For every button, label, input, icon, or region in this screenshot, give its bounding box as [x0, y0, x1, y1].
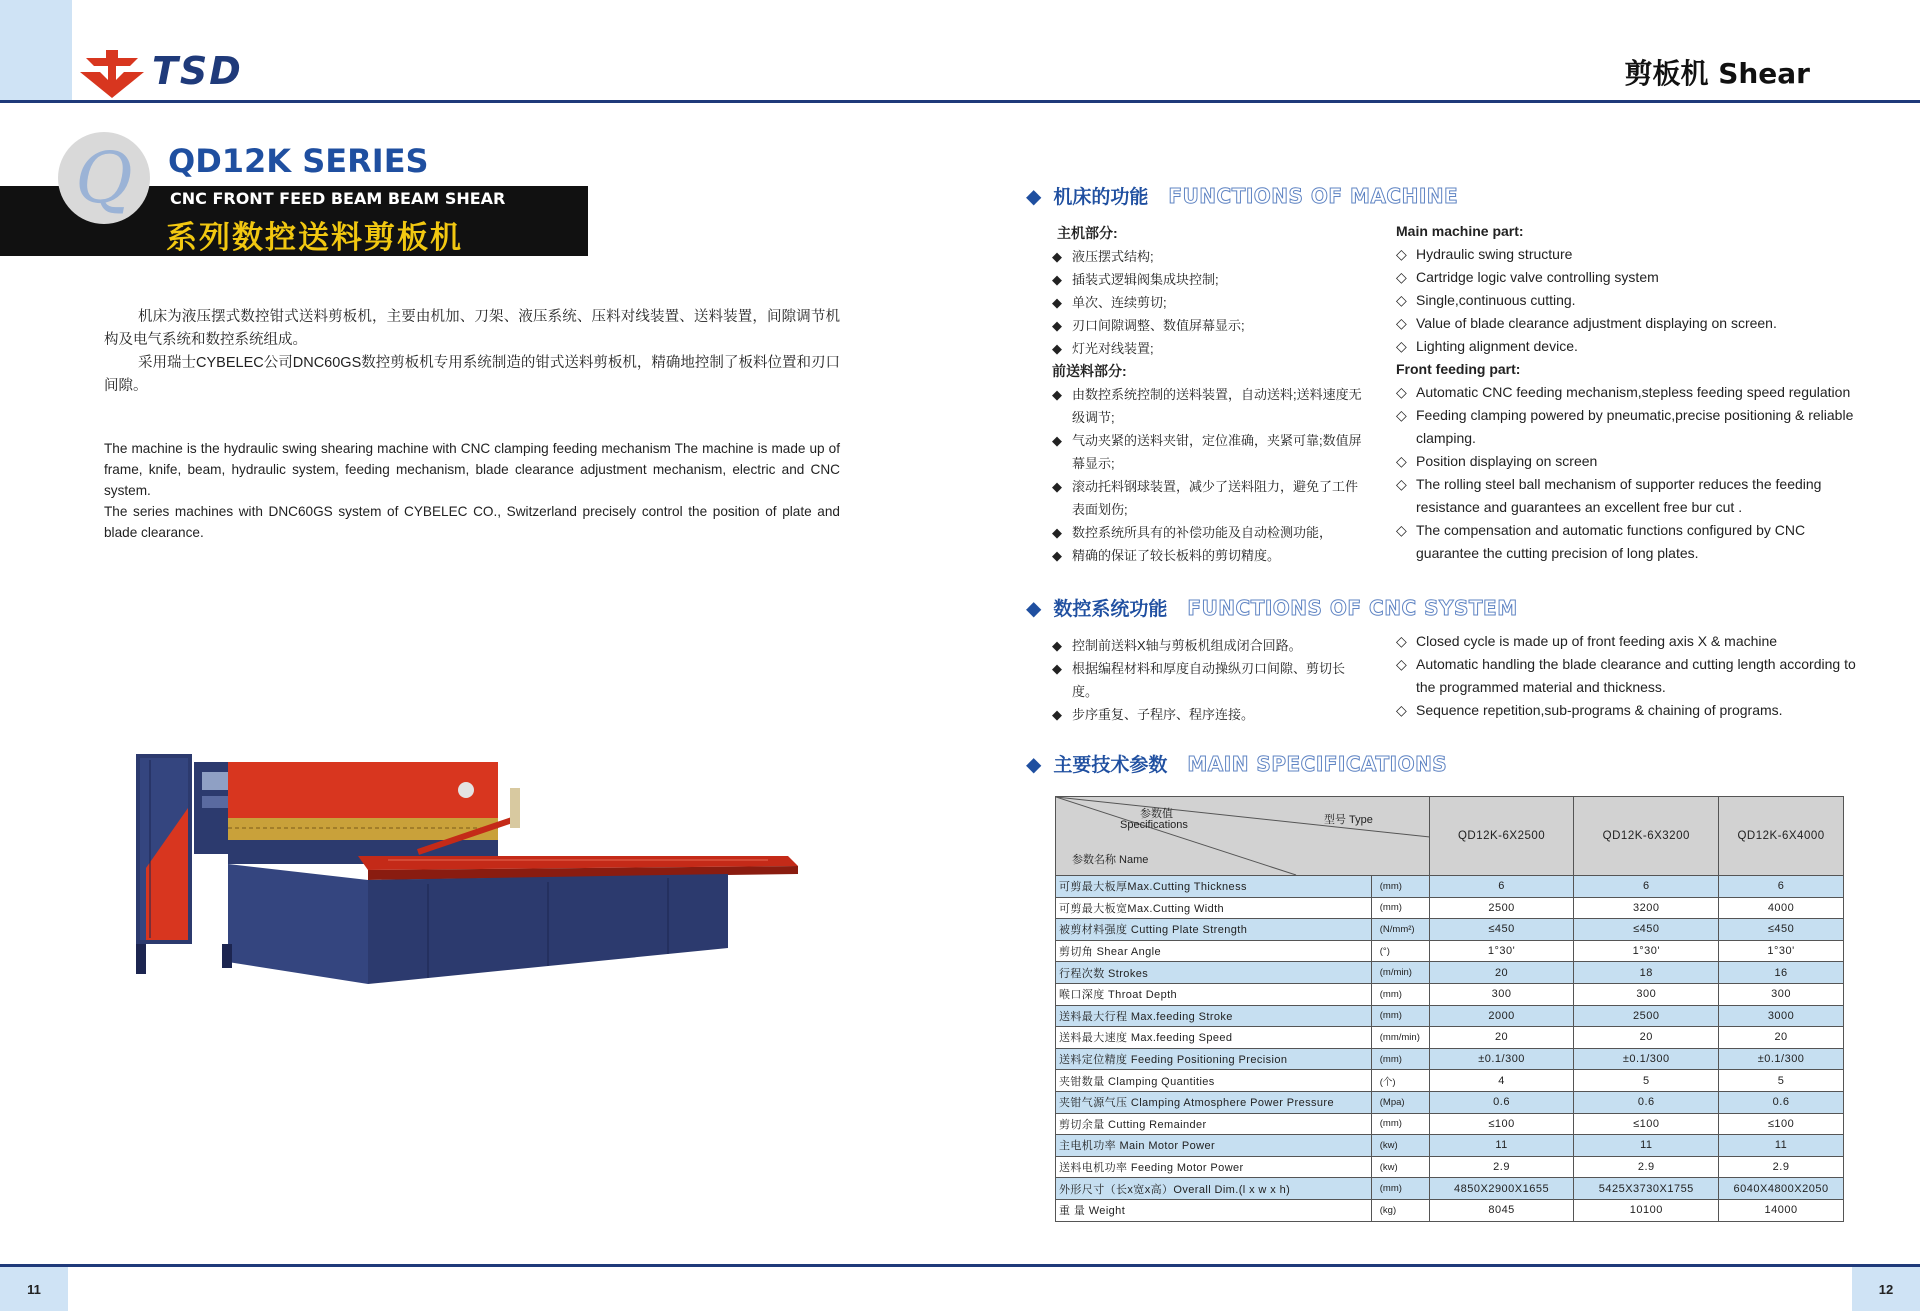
list-item: [1396, 699, 1856, 722]
corner-block-top-left: [0, 0, 72, 100]
filled-diamond-bullet-icon: ◆: [1052, 249, 1062, 264]
list-item: [1396, 266, 1856, 289]
spec-unit-cell: (mm): [1371, 1113, 1429, 1135]
spec-value-cell: 1°30': [1429, 940, 1574, 962]
spec-unit-cell: (mm): [1371, 1048, 1429, 1070]
filled-diamond-bullet-icon: ◆: [1052, 272, 1062, 287]
table-row: [1056, 1113, 1844, 1135]
outline-diamond-bullet-icon: ◇: [1396, 292, 1407, 308]
spec-value-cell: 300: [1429, 983, 1574, 1005]
spec-name-cell: 夹钳数量 Clamping Quantities: [1056, 1070, 1372, 1092]
list-item-text: Closed cycle is made up of front feeding axis X & machine: [1416, 633, 1778, 649]
list-item-text: 数控系统所具有的补偿功能及自动检测功能，: [1072, 525, 1333, 540]
spec-value-cell: 4: [1429, 1070, 1574, 1092]
list-item-text: Automatic CNC feeding mechanism,stepless feeding speed regulation: [1416, 384, 1851, 400]
list-item: [1052, 314, 1362, 337]
spec-unit-cell: (mm): [1371, 876, 1429, 898]
list-item-text: Cartridge logic valve controlling system: [1416, 269, 1659, 285]
spec-value-cell: 6: [1574, 876, 1719, 898]
functions-en-column: [1396, 220, 1856, 565]
list-item: [1052, 291, 1362, 314]
spec-value-cell: 20: [1719, 1027, 1844, 1049]
spec-value-cell: 4000: [1719, 897, 1844, 919]
list-item-text: Lighting alignment device.: [1416, 338, 1578, 354]
spec-value-cell: 20: [1429, 962, 1574, 984]
list-item: [1052, 429, 1362, 475]
list-item: [1396, 653, 1856, 699]
table-row: [1056, 919, 1844, 941]
series-subtitle: CNC FRONT FEED BEAM BEAM SHEAR: [170, 189, 506, 208]
series-title-cn: 系列数控送料剪板机: [166, 220, 463, 256]
cn-main-title: 主机部分:: [1057, 225, 1118, 241]
cn-front-title: 前送料部分:: [1052, 363, 1127, 379]
list-item: [1396, 335, 1856, 358]
spec-value-cell: ≤450: [1429, 919, 1574, 941]
spec-value-cell: 11: [1719, 1135, 1844, 1157]
list-item: [1052, 268, 1362, 291]
section-en-title: MAIN SPECIFICATIONS: [1187, 752, 1448, 776]
spec-value-cell: ±0.1/300: [1429, 1048, 1574, 1070]
list-item-text: 步序重复、子程序、程序连接。: [1072, 707, 1255, 722]
section-cn-title: 数控系统功能: [1053, 598, 1168, 620]
spec-unit-cell: (Mpa): [1371, 1091, 1429, 1113]
section-en-title: FUNCTIONS OF CNC SYSTEM: [1187, 596, 1518, 620]
spec-value-cell: 2500: [1429, 897, 1574, 919]
outline-diamond-bullet-icon: ◇: [1396, 269, 1407, 285]
cnc-en-list: [1396, 630, 1856, 722]
spec-name-cell: 被剪材料强度 Cutting Plate Strength: [1056, 919, 1372, 941]
logo-text: TSD: [152, 49, 243, 93]
list-item: [1052, 475, 1362, 521]
spec-name-cell: 送料电机功率 Feeding Motor Power: [1056, 1156, 1372, 1178]
spec-value-cell: ≤100: [1429, 1113, 1574, 1135]
page-header-title: 剪板机 Shear: [1624, 57, 1810, 90]
list-item: [1052, 634, 1362, 657]
intro-en-paragraph-2: The series machines with DNC60GS system of CYBELEC CO., Switzerland precisely control the position of plate and blade clearance.: [104, 504, 840, 540]
spec-unit-cell: (mm): [1371, 983, 1429, 1005]
list-item: [1396, 630, 1856, 653]
spec-value-cell: ±0.1/300: [1574, 1048, 1719, 1070]
spec-name-cell: 喉口深度 Throat Depth: [1056, 983, 1372, 1005]
table-row: [1056, 1091, 1844, 1113]
list-item: [1052, 337, 1362, 360]
spec-value-cell: 6: [1719, 876, 1844, 898]
intro-cn-paragraph-1: 机床为液压摆式数控钳式送料剪板机，主要由机加、刀架、液压系统、压料对线装置、送料装置，间隙调节机构及电气系统和数控系统组成。: [104, 309, 840, 348]
spec-unit-cell: (mm): [1371, 897, 1429, 919]
outline-diamond-bullet-icon: ◇: [1396, 656, 1407, 672]
spec-value-cell: 6: [1429, 876, 1574, 898]
list-item-text: 根据编程材料和厚度自动操纵刃口间隙、剪切长度。: [1072, 661, 1346, 699]
list-item: [1396, 289, 1856, 312]
list-item-text: Sequence repetition,sub-programs & chaining of programs.: [1416, 702, 1783, 718]
intro-cn-paragraph-2: 采用瑞士CYBELEC公司DNC60GS数控剪板机专用系统制造的钳式送料剪板机，精确地控制了板料位置和刃口间隙。: [104, 355, 840, 394]
spec-value-cell: 14000: [1719, 1199, 1844, 1221]
spec-value-cell: 2.9: [1574, 1156, 1719, 1178]
filled-diamond-bullet-icon: ◆: [1052, 638, 1062, 653]
outline-diamond-bullet-icon: ◇: [1396, 338, 1407, 354]
spec-value-cell: ±0.1/300: [1719, 1048, 1844, 1070]
list-item-text: 刃口间隙调整、数值屏幕显示;: [1072, 318, 1245, 333]
model-header-1: QD12K-6X2500: [1429, 797, 1574, 876]
section-functions-heading: [1026, 182, 1458, 209]
list-item-text: 由数控系统控制的送料装置，自动送料;送料速度无级调节;: [1072, 387, 1362, 425]
machine-illustration: [128, 748, 798, 988]
spec-value-cell: ≤100: [1574, 1113, 1719, 1135]
spec-unit-cell: (mm): [1371, 1005, 1429, 1027]
list-item-text: 控制前送料X轴与剪板机组成闭合回路。: [1072, 638, 1302, 653]
spec-name-cell: 重 量 Weight: [1056, 1199, 1372, 1221]
spec-unit-cell: (kw): [1371, 1156, 1429, 1178]
spec-value-cell: 300: [1574, 983, 1719, 1005]
table-row: [1056, 962, 1844, 984]
outline-diamond-bullet-icon: ◇: [1396, 384, 1407, 400]
table-row: [1056, 897, 1844, 919]
spec-unit-cell: (mm/min): [1371, 1027, 1429, 1049]
model-header-3: QD12K-6X4000: [1719, 797, 1844, 876]
list-item: [1396, 450, 1856, 473]
outline-diamond-bullet-icon: ◇: [1396, 315, 1407, 331]
spec-value-cell: 2500: [1574, 1005, 1719, 1027]
outline-diamond-bullet-icon: ◇: [1396, 246, 1407, 262]
series-title: QD12K SERIES: [168, 142, 429, 180]
list-item-text: 气动夹紧的送料夹钳，定位准确，夹紧可靠;数值屏幕显示;: [1072, 433, 1362, 471]
header-value-label: 参数值: [1140, 808, 1173, 820]
spec-value-cell: 5: [1574, 1070, 1719, 1092]
header-name-label: 参数名称 Name: [1072, 854, 1149, 866]
spec-value-cell: 3200: [1574, 897, 1719, 919]
top-rule: [0, 100, 1920, 103]
list-item: [1396, 519, 1856, 565]
spec-value-cell: 16: [1719, 962, 1844, 984]
header-type-label: 型号 Type: [1324, 814, 1373, 826]
filled-diamond-bullet-icon: ◆: [1052, 479, 1062, 494]
spec-value-cell: 5: [1719, 1070, 1844, 1092]
table-row: [1056, 876, 1844, 898]
list-item: [1396, 381, 1856, 404]
list-item-text: The compensation and automatic functions configured by CNC guarantee the cutting precision of long plates.: [1416, 522, 1806, 561]
list-item-text: Position displaying on screen: [1416, 453, 1598, 469]
spec-value-cell: ≤450: [1719, 919, 1844, 941]
list-item: [1396, 312, 1856, 335]
table-row: [1056, 1005, 1844, 1027]
spec-value-cell: 8045: [1429, 1199, 1574, 1221]
list-item-text: 滚动托料钢球装置，减少了送料阻力，避免了工件表面划伤;: [1072, 479, 1359, 517]
q-badge: [58, 132, 150, 224]
list-item-text: Feeding clamping powered by pneumatic,precise positioning & reliable clamping.: [1416, 407, 1854, 446]
table-row: [1056, 1156, 1844, 1178]
outline-diamond-bullet-icon: ◇: [1396, 453, 1407, 469]
list-item: [1052, 703, 1362, 726]
list-item: [1052, 245, 1362, 268]
en-front-title: Front feeding part:: [1396, 361, 1521, 377]
table-row: [1056, 1027, 1844, 1049]
en-main-title: Main machine part:: [1396, 223, 1524, 239]
bottom-rule: [0, 1264, 1920, 1267]
list-item-text: 精确的保证了较长板料的剪切精度。: [1072, 548, 1281, 563]
spec-value-cell: 3000: [1719, 1005, 1844, 1027]
q-letter: Q: [75, 137, 133, 219]
cnc-cn-list: [1052, 634, 1362, 726]
outline-diamond-bullet-icon: ◇: [1396, 407, 1407, 423]
intro-chinese: [104, 306, 840, 398]
spec-name-cell: 夹钳气源气压 Clamping Atmosphere Power Pressure: [1056, 1091, 1372, 1113]
spec-name-cell: 可剪最大板厚Max.Cutting Thickness: [1056, 876, 1372, 898]
section-cn-title: 主要技术参数: [1053, 754, 1168, 776]
list-item-text: Value of blade clearance adjustment displaying on screen.: [1416, 315, 1777, 331]
filled-diamond-bullet-icon: ◆: [1052, 661, 1062, 676]
table-row: [1056, 983, 1844, 1005]
spec-value-cell: 10100: [1574, 1199, 1719, 1221]
list-item-text: Single,continuous cutting.: [1416, 292, 1576, 308]
cn-front-list: [1052, 383, 1362, 567]
header-spec-label: Specifications: [1120, 819, 1188, 831]
table-row: [1056, 1135, 1844, 1157]
specifications-table: [1055, 796, 1844, 1222]
spec-value-cell: 0.6: [1719, 1091, 1844, 1113]
list-item: [1052, 657, 1362, 703]
table-row: [1056, 940, 1844, 962]
page-number-right: 12: [1852, 1267, 1920, 1311]
spec-name-cell: 主电机功率 Main Motor Power: [1056, 1135, 1372, 1157]
filled-diamond-bullet-icon: ◆: [1052, 707, 1062, 722]
filled-diamond-bullet-icon: ◆: [1052, 387, 1062, 402]
section-cn-title: 机床的功能: [1053, 186, 1149, 208]
spec-unit-cell: (mm): [1371, 1178, 1429, 1200]
table-header-diagonal-cell: [1056, 797, 1430, 876]
list-item-text: The rolling steel ball mechanism of supporter reduces the feeding resistance and guarantees an excellent free bur cut .: [1416, 476, 1822, 515]
list-item-text: 插装式逻辑阀集成块控制;: [1072, 272, 1219, 287]
filled-diamond-bullet-icon: ◆: [1052, 548, 1062, 563]
spec-unit-cell: (kw): [1371, 1135, 1429, 1157]
spec-name-cell: 送料最大速度 Max.feeding Speed: [1056, 1027, 1372, 1049]
spec-name-cell: 可剪最大板宽Max.Cutting Width: [1056, 897, 1372, 919]
intro-english: [104, 438, 840, 543]
outline-diamond-bullet-icon: ◇: [1396, 633, 1407, 649]
spec-name-cell: 剪切余量 Cutting Remainder: [1056, 1113, 1372, 1135]
diamond-icon: ◆: [1026, 186, 1042, 208]
spec-value-cell: 5425X3730X1755: [1574, 1178, 1719, 1200]
spec-unit-cell: (N/mm²): [1371, 919, 1429, 941]
outline-diamond-bullet-icon: ◇: [1396, 522, 1407, 538]
section-en-title: FUNCTIONS OF MACHINE: [1168, 184, 1459, 208]
list-item: [1052, 544, 1362, 567]
spec-value-cell: 1°30': [1574, 940, 1719, 962]
spec-value-cell: 20: [1574, 1027, 1719, 1049]
list-item-text: Hydraulic swing structure: [1416, 246, 1573, 262]
spec-unit-cell: (m/min): [1371, 962, 1429, 984]
diamond-icon: ◆: [1026, 598, 1042, 620]
list-item: [1396, 243, 1856, 266]
outline-diamond-bullet-icon: ◇: [1396, 702, 1407, 718]
model-header-2: QD12K-6X3200: [1574, 797, 1719, 876]
spec-value-cell: ≤450: [1574, 919, 1719, 941]
list-item-text: 液压摆式结构;: [1072, 249, 1154, 264]
table-header-row: [1056, 797, 1844, 876]
tsd-logo: [80, 44, 243, 98]
logo-mark-icon: [80, 44, 144, 98]
spec-value-cell: 0.6: [1429, 1091, 1574, 1113]
filled-diamond-bullet-icon: ◆: [1052, 525, 1062, 540]
spec-name-cell: 行程次数 Strokes: [1056, 962, 1372, 984]
spec-name-cell: 送料定位精度 Feeding Positioning Precision: [1056, 1048, 1372, 1070]
list-item-text: 单次、连续剪切;: [1072, 295, 1167, 310]
table-row: [1056, 1178, 1844, 1200]
list-item: [1052, 383, 1362, 429]
spec-name-cell: 剪切角 Shear Angle: [1056, 940, 1372, 962]
spec-unit-cell: (kg): [1371, 1199, 1429, 1221]
en-main-list: [1396, 243, 1856, 358]
spec-value-cell: 6040X4800X2050: [1719, 1178, 1844, 1200]
page-number-left: 11: [0, 1267, 68, 1311]
table-row: [1056, 1048, 1844, 1070]
spec-value-cell: 2000: [1429, 1005, 1574, 1027]
filled-diamond-bullet-icon: ◆: [1052, 341, 1062, 356]
outline-diamond-bullet-icon: ◇: [1396, 476, 1407, 492]
filled-diamond-bullet-icon: ◆: [1052, 433, 1062, 448]
list-item-text: 灯光对线装置;: [1072, 341, 1154, 356]
spec-value-cell: 300: [1719, 983, 1844, 1005]
spec-value-cell: 4850X2900X1655: [1429, 1178, 1574, 1200]
intro-en-paragraph-1: The machine is the hydraulic swing shearing machine with CNC clamping feeding mechanism The machine is made up of frame, knife, beam, hydraulic system, feeding mechanism, blade clearance adjustment mechanism, electric and CNC system.: [104, 441, 840, 498]
spec-value-cell: 2.9: [1429, 1156, 1574, 1178]
spec-name-cell: 外形尺寸（长x宽x高）Overall Dim.(l x w x h): [1056, 1178, 1372, 1200]
section-cnc-heading: [1026, 594, 1518, 621]
spec-unit-cell: (°): [1371, 940, 1429, 962]
spec-value-cell: 0.6: [1574, 1091, 1719, 1113]
spec-value-cell: 18: [1574, 962, 1719, 984]
spec-value-cell: 11: [1574, 1135, 1719, 1157]
section-specs-heading: [1026, 750, 1447, 777]
table-row: [1056, 1199, 1844, 1221]
spec-name-cell: 送料最大行程 Max.feeding Stroke: [1056, 1005, 1372, 1027]
list-item: [1396, 404, 1856, 450]
filled-diamond-bullet-icon: ◆: [1052, 318, 1062, 333]
functions-cn-column: [1052, 222, 1362, 567]
spec-value-cell: 2.9: [1719, 1156, 1844, 1178]
spec-value-cell: 20: [1429, 1027, 1574, 1049]
list-item: [1396, 473, 1856, 519]
diamond-icon: ◆: [1026, 754, 1042, 776]
spec-value-cell: 11: [1429, 1135, 1574, 1157]
spec-value-cell: ≤100: [1719, 1113, 1844, 1135]
table-row: [1056, 1070, 1844, 1092]
list-item: [1052, 521, 1362, 544]
spec-value-cell: 1°30': [1719, 940, 1844, 962]
cn-main-list: [1052, 245, 1362, 360]
en-front-list: [1396, 381, 1856, 565]
list-item-text: Automatic handling the blade clearance and cutting length according to the programmed material and thickness.: [1416, 656, 1856, 695]
spec-unit-cell: (个): [1371, 1070, 1429, 1092]
filled-diamond-bullet-icon: ◆: [1052, 295, 1062, 310]
